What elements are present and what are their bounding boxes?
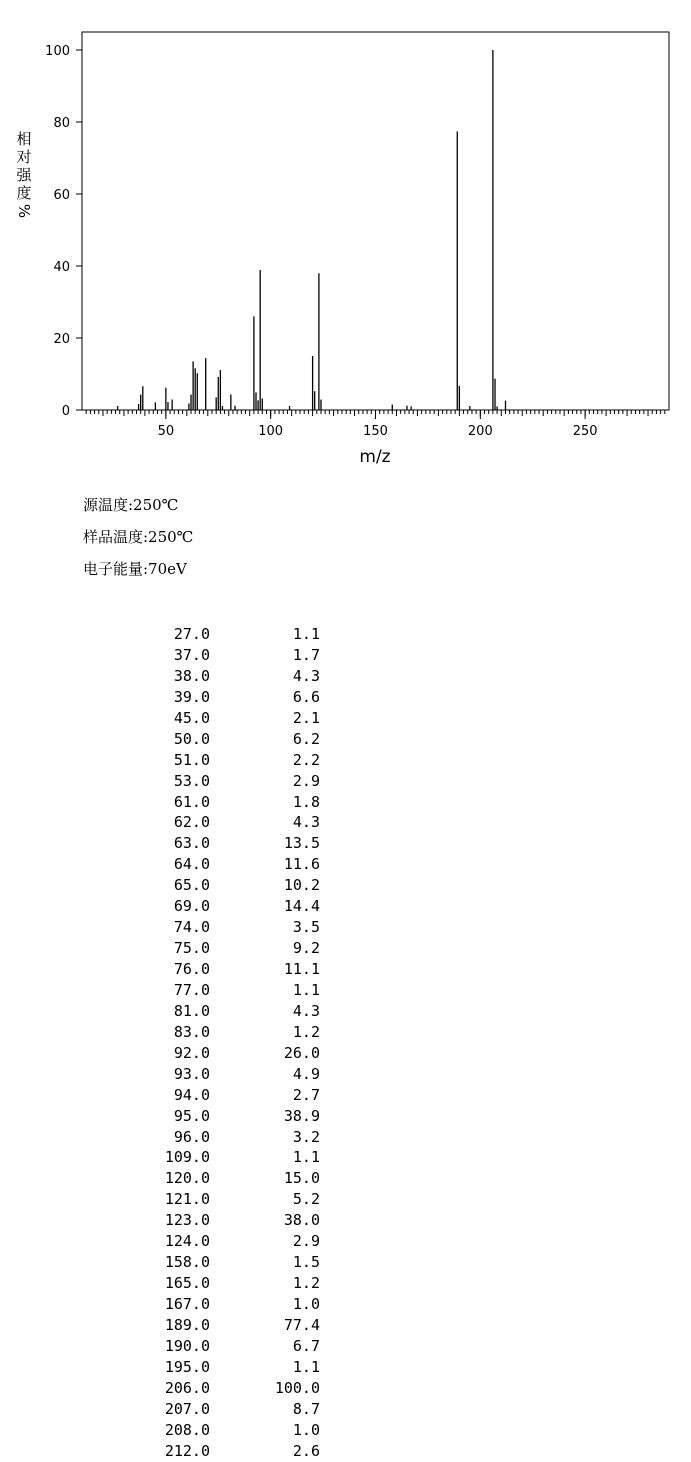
peak-row <box>140 1189 320 1210</box>
peak-intensity: 38.9 <box>283 1106 320 1125</box>
peak-table <box>140 624 320 1462</box>
x-major-ticks <box>158 410 598 439</box>
y-ticks <box>45 44 82 419</box>
peak-intensity: 9.2 <box>292 939 320 958</box>
peak-mz: 189.0 <box>164 1315 210 1334</box>
y-axis-label-char: 强 <box>16 166 32 184</box>
y-tick-label: 60 <box>53 188 70 203</box>
peak-intensity: 10.2 <box>283 876 320 895</box>
peak-row <box>140 729 320 750</box>
peak-intensity: 1.1 <box>292 980 320 999</box>
y-axis-label-char: 对 <box>16 148 32 166</box>
plot-frame <box>82 32 669 410</box>
peak-row <box>140 833 320 854</box>
peak-mz: 207.0 <box>164 1399 210 1418</box>
peak-intensity: 4.3 <box>292 1001 320 1020</box>
peak-row <box>140 938 320 959</box>
peak-row <box>140 624 320 645</box>
peak-intensity: 14.4 <box>283 897 320 916</box>
peak-mz: 123.0 <box>164 1211 210 1230</box>
peak-intensity: 1.8 <box>292 792 320 811</box>
peak-intensity: 3.2 <box>292 1127 320 1146</box>
peak-row <box>140 917 320 938</box>
peak-row <box>140 1085 320 1106</box>
peak-intensity: 38.0 <box>283 1211 320 1230</box>
peak-intensity: 2.6 <box>292 1441 320 1460</box>
peak-row <box>140 1231 320 1252</box>
peak-intensity: 2.7 <box>292 1085 320 1104</box>
x-tick-label: 200 <box>467 424 493 439</box>
peak-row <box>140 1168 320 1189</box>
peak-mz: 39.0 <box>173 687 210 706</box>
y-tick-label: 80 <box>53 116 70 131</box>
peak-intensity: 1.2 <box>292 1274 320 1293</box>
peak-mz: 158.0 <box>164 1253 210 1272</box>
peak-mz: 109.0 <box>164 1148 210 1167</box>
peak-intensity: 1.1 <box>292 1148 320 1167</box>
peak-mz: 45.0 <box>173 708 210 727</box>
peak-row <box>140 1336 320 1357</box>
peak-mz: 165.0 <box>164 1274 210 1293</box>
peak-intensity: 6.7 <box>292 1336 320 1355</box>
peak-mz: 62.0 <box>173 813 210 832</box>
y-axis-label <box>14 130 34 220</box>
peak-mz: 96.0 <box>173 1127 210 1146</box>
peak-intensity: 2.1 <box>292 708 320 727</box>
peak-mz: 208.0 <box>164 1420 210 1439</box>
peak-intensity: 11.1 <box>283 960 320 978</box>
x-tick-label: 150 <box>363 424 388 439</box>
peak-mz: 206.0 <box>164 1378 210 1397</box>
peak-mz: 77.0 <box>173 980 210 999</box>
peak-intensity: 4.9 <box>292 1064 320 1083</box>
peak-mz: 76.0 <box>173 960 210 978</box>
peak-intensity: 77.4 <box>283 1315 320 1334</box>
peak-intensity: 1.0 <box>292 1420 320 1439</box>
y-tick-label: 40 <box>53 260 70 275</box>
peak-intensity: 4.3 <box>292 813 320 832</box>
peak-mz: 167.0 <box>164 1295 210 1313</box>
peak-row <box>140 1210 320 1231</box>
peak-mz: 53.0 <box>173 771 210 790</box>
peak-mz: 51.0 <box>173 750 210 769</box>
x-axis-label: m/z <box>359 447 391 467</box>
peak-mz: 212.0 <box>164 1441 210 1460</box>
peak-mz: 63.0 <box>173 834 210 853</box>
peak-intensity: 1.0 <box>292 1295 320 1313</box>
peak-mz: 124.0 <box>164 1232 210 1251</box>
peak-row <box>140 980 320 1001</box>
peak-row <box>140 1399 320 1420</box>
peak-intensity: 1.7 <box>292 645 320 664</box>
peak-mz: 74.0 <box>173 918 210 937</box>
peak-intensity: 6.2 <box>292 729 320 748</box>
peak-row <box>140 875 320 896</box>
peak-row <box>140 959 320 980</box>
peak-row <box>140 750 320 771</box>
peak-intensity: 11.6 <box>283 855 320 874</box>
electron-energy: 电子能量:70eV <box>83 560 187 578</box>
peak-mz: 27.0 <box>173 625 210 643</box>
peak-intensity: 4.3 <box>292 666 320 685</box>
peak-intensity: 26.0 <box>283 1043 320 1062</box>
peak-intensity: 2.9 <box>292 771 320 790</box>
peak-mz: 92.0 <box>173 1043 210 1062</box>
peak-intensity: 100.0 <box>274 1378 320 1397</box>
peak-intensity: 1.5 <box>292 1253 320 1272</box>
peak-mz: 95.0 <box>173 1106 210 1125</box>
peak-intensity: 1.1 <box>292 625 320 643</box>
peak-intensity: 3.5 <box>292 918 320 937</box>
peak-mz: 94.0 <box>173 1085 210 1104</box>
peak-mz: 69.0 <box>173 897 210 916</box>
peak-intensity: 2.9 <box>292 1232 320 1251</box>
peak-mz: 61.0 <box>173 792 210 811</box>
peak-row <box>140 1022 320 1043</box>
peak-row <box>140 645 320 666</box>
mass-spectrum-chart <box>0 0 691 480</box>
peak-intensity: 5.2 <box>292 1190 320 1209</box>
peak-mz: 81.0 <box>173 1001 210 1020</box>
peak-row <box>140 666 320 687</box>
peak-row <box>140 1294 320 1315</box>
peak-mz: 38.0 <box>173 666 210 685</box>
peak-row <box>140 771 320 792</box>
peak-row <box>140 1273 320 1294</box>
y-tick-label: 0 <box>61 404 70 419</box>
peak-row <box>140 1127 320 1148</box>
peak-row <box>140 687 320 708</box>
y-axis-label-char: 度 <box>16 184 32 202</box>
peak-row <box>140 792 320 813</box>
peak-row <box>140 1420 320 1441</box>
y-axis-label-char: 相 <box>16 130 32 148</box>
peak-mz: 93.0 <box>173 1064 210 1083</box>
peak-mz: 75.0 <box>173 939 210 958</box>
peak-row <box>140 1441 320 1462</box>
y-axis-label-unit: % <box>14 203 33 219</box>
peak-intensity: 2.2 <box>292 750 320 769</box>
peak-intensity: 15.0 <box>283 1169 320 1188</box>
peak-mz: 65.0 <box>173 876 210 895</box>
peak-row <box>140 1378 320 1399</box>
x-tick-label: 250 <box>572 424 598 439</box>
x-tick-label: 50 <box>157 424 175 439</box>
peak-intensity: 8.7 <box>292 1399 320 1418</box>
sample-temperature: 样品温度:250℃ <box>83 528 194 546</box>
peak-row <box>140 1252 320 1273</box>
peak-row <box>140 1315 320 1336</box>
source-temperature: 源温度:250℃ <box>83 496 179 514</box>
peak-mz: 190.0 <box>164 1336 210 1355</box>
peak-mz: 121.0 <box>164 1190 210 1209</box>
peak-row <box>140 1043 320 1064</box>
peak-intensity: 1.2 <box>292 1022 320 1041</box>
acquisition-conditions <box>83 494 193 590</box>
peak-mz: 195.0 <box>164 1357 210 1376</box>
peak-row <box>140 708 320 729</box>
y-tick-label: 100 <box>45 44 70 59</box>
peak-row <box>140 1106 320 1127</box>
peak-mz: 83.0 <box>173 1022 210 1041</box>
peak-row <box>140 854 320 875</box>
peak-row <box>140 812 320 833</box>
peak-mz: 37.0 <box>173 645 210 664</box>
peak-row <box>140 896 320 917</box>
peak-row <box>140 1357 320 1378</box>
spectrum-peaks <box>118 50 506 410</box>
peak-mz: 50.0 <box>173 729 210 748</box>
peak-mz: 120.0 <box>164 1169 210 1188</box>
peak-row <box>140 1147 320 1168</box>
peak-intensity: 6.6 <box>292 687 320 706</box>
peak-row <box>140 1064 320 1085</box>
peak-mz: 64.0 <box>173 855 210 874</box>
peak-row <box>140 1001 320 1022</box>
y-tick-label: 20 <box>53 332 70 347</box>
x-tick-label: 100 <box>258 424 284 439</box>
peak-intensity: 1.1 <box>292 1357 320 1376</box>
peak-intensity: 13.5 <box>283 834 320 853</box>
